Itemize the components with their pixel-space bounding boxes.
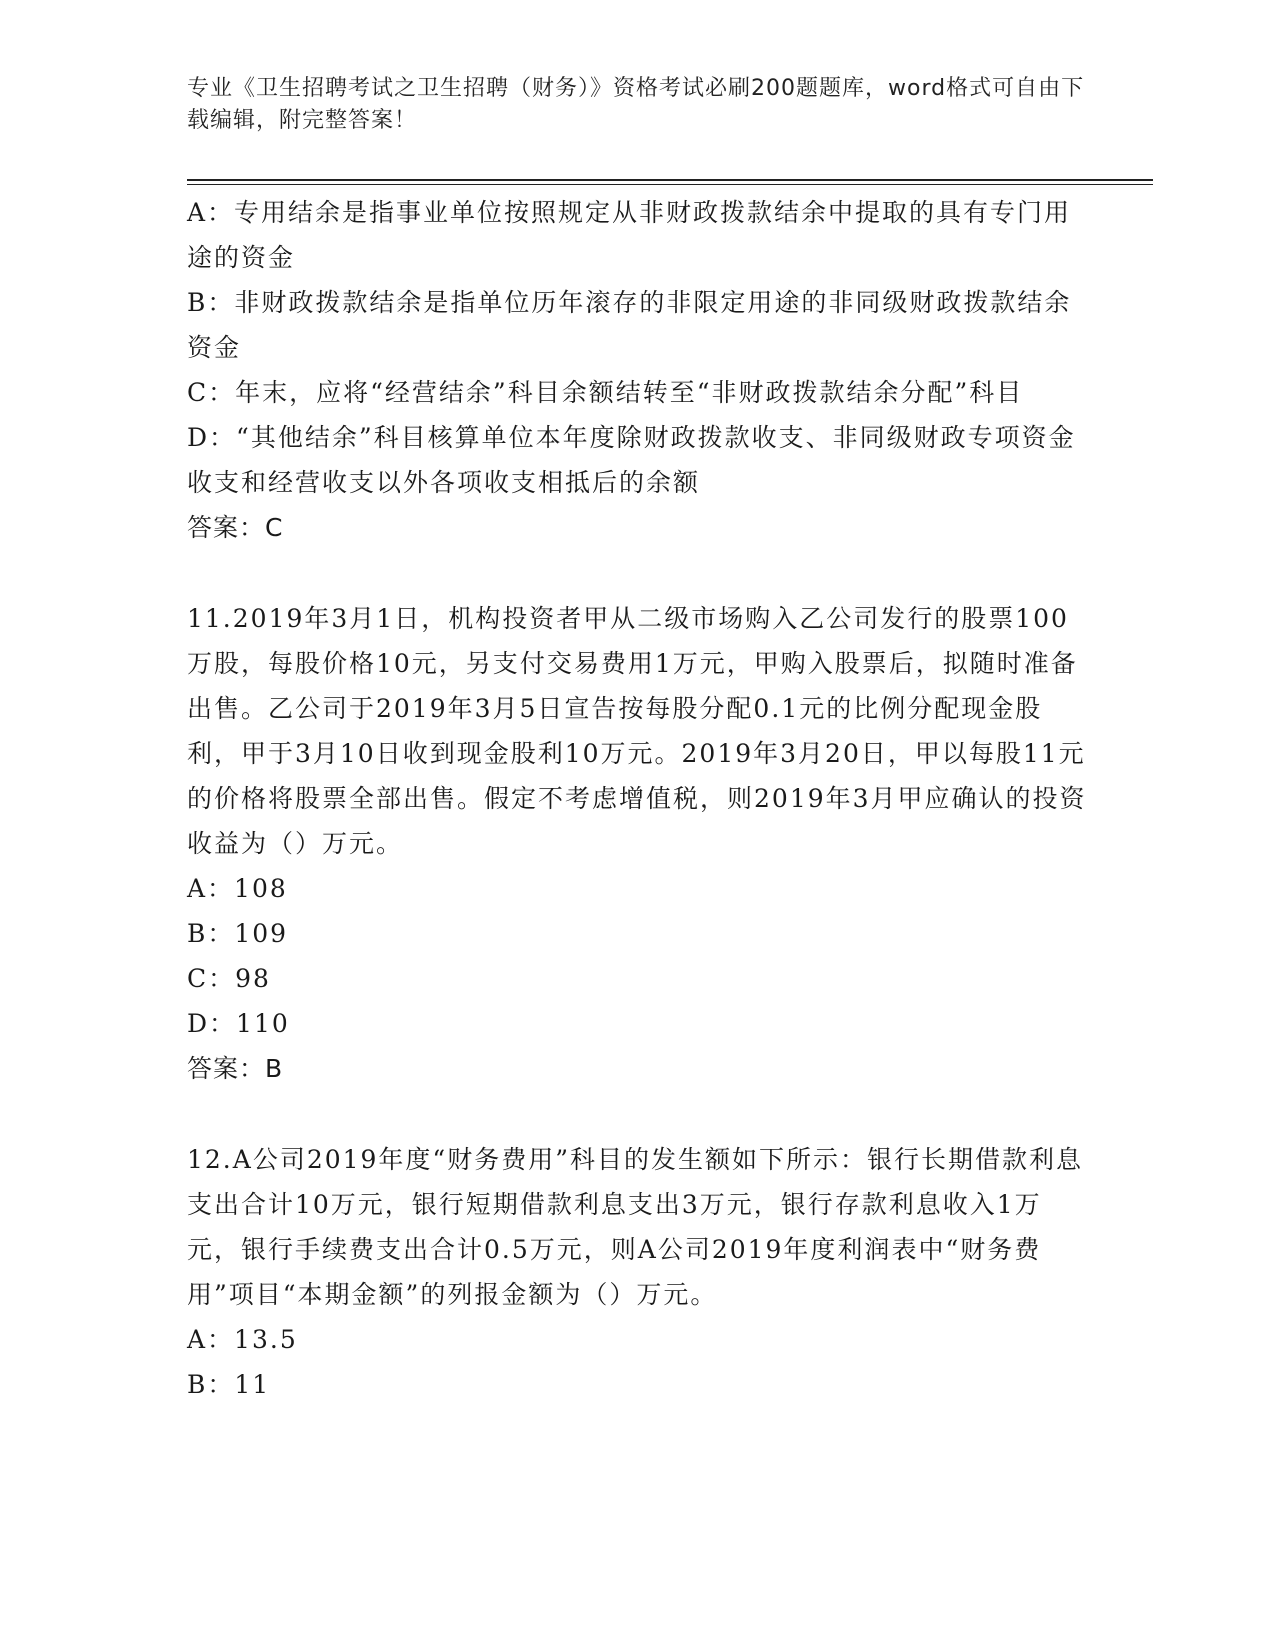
question-12-text: 12.A公司2019年度“财务费用”科目的发生额如下所示：银行长期借款利息支出合计10万元，银行短期借款利息支出3万元，银行存款利息收入1万元，银行手续费支出合计0.5万元，则A公司2019年度利润表中“财务费用”项目“本期金额”的列报金额为（）万元。 xyxy=(187,1145,1083,1309)
header-rule-thin xyxy=(187,184,1153,185)
question-11-text: 11.2019年3月1日，机构投资者甲从二级市场购入乙公司发行的股票100万股，每股价格10元，另支付交易费用1万元，甲购入股票后，拟随时准备出售。乙公司于2019年3月5日宣告按每股分配0.1元的比例分配现金股利，甲于3月10日收到现金股利10万元。2019年3月20日，甲以每股11元的价格将股票全部出售。假定不考虑增值税，则2019年3月甲应确认的投资收益为（）万元。 xyxy=(187,604,1087,858)
answer-line: 答案：B xyxy=(187,1054,284,1083)
document-header: 专业《卫生招聘考试之卫生招聘（财务）》资格考试必刷200题题库，word格式可自由下载编辑，附完整答案！ xyxy=(187,76,1085,133)
option-b: B：109 xyxy=(187,919,289,948)
header-rule-thick xyxy=(187,179,1153,181)
document-body xyxy=(187,190,1087,1407)
option-c: C：98 xyxy=(187,964,271,993)
option-d: D：“其他结余”科目核算单位本年度除财政拨款收支、非同级财政专项资金收支和经营收支以外各项收支相抵后的余额 xyxy=(187,423,1076,497)
option-a: A：13.5 xyxy=(187,1325,298,1354)
option-b: B：11 xyxy=(187,1370,271,1399)
question-12-block xyxy=(187,1137,1087,1407)
option-a: A：专用结余是指事业单位按照规定从非财政拨款结余中提取的具有专门用途的资金 xyxy=(187,198,1072,272)
question-10-block xyxy=(187,190,1087,550)
answer-line: 答案：C xyxy=(187,513,284,542)
spacer xyxy=(187,1091,1087,1137)
option-a: A：108 xyxy=(187,874,288,903)
option-b: B：非财政拨款结余是指单位历年滚存的非限定用途的非同级财政拨款结余资金 xyxy=(187,288,1072,362)
question-11-block xyxy=(187,596,1087,1091)
spacer xyxy=(187,550,1087,596)
option-c: C：年末，应将“经营结余”科目余额结转至“非财政拨款结余分配”科目 xyxy=(187,378,1024,407)
option-d: D：110 xyxy=(187,1009,290,1038)
